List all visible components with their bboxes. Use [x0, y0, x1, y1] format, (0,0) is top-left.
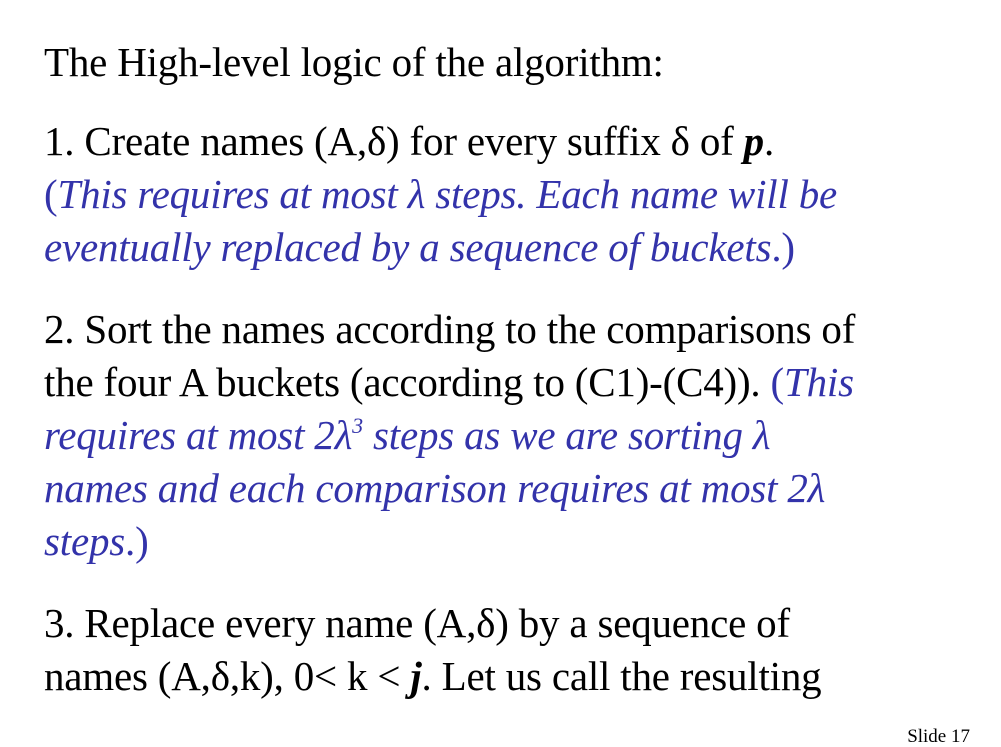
slide-number: Slide 17 [907, 726, 970, 747]
step1-line2 [44, 171, 837, 217]
step1-line2-open: ( [44, 171, 58, 217]
step3-line2 [44, 653, 822, 699]
step2-line5 [44, 518, 149, 564]
heading-text: The High-level logic of the algorithm: [44, 39, 664, 85]
step3-line1-text: 3. Replace every name (A,δ) by a sequence of [44, 600, 790, 646]
step1-line3-text: eventually replaced by a sequence of buckets [44, 224, 772, 270]
step2-line2 [44, 359, 854, 405]
step2-line2-text: This [784, 359, 854, 405]
step3-variable-j: j [410, 653, 422, 699]
slide-heading [44, 39, 664, 85]
step3-line2-post: . Let us call the resulting [421, 653, 822, 699]
step2-line5-close: .) [125, 518, 149, 564]
step2-line3-post: steps as we are sorting λ [362, 412, 771, 458]
step1-line2-text: This requires at most λ steps. Each name will be [57, 171, 837, 217]
step1-line1 [44, 118, 775, 164]
step2-line3-pre: requires at most 2λ [44, 412, 353, 458]
step3-line2-pre: names (A,δ,k), 0< k < [44, 653, 411, 699]
step1-line3 [44, 224, 795, 270]
step2-line4-text: names and each comparison requires at most 2λ [44, 465, 826, 511]
step1-line1-pre: 1. Create names (A,δ) for every suffix δ of [44, 118, 744, 164]
step2-line1-text: 2. Sort the names according to the comparisons of [44, 306, 856, 352]
step1-line1-post: . [763, 118, 775, 164]
step2-line5-text: steps [44, 518, 126, 564]
step2-line1 [44, 306, 856, 352]
step2-line2-plain: the four A buckets (according to (C1)-(C4)). [44, 359, 771, 405]
step2-line4 [44, 465, 826, 511]
step1-variable-p: p [743, 118, 764, 164]
step2-line2-open: ( [770, 359, 784, 405]
step2-line3 [44, 412, 771, 458]
step1-line3-close: .) [771, 224, 795, 270]
step2-line3-exponent: 3 [352, 413, 363, 438]
step3-line1 [44, 600, 790, 646]
